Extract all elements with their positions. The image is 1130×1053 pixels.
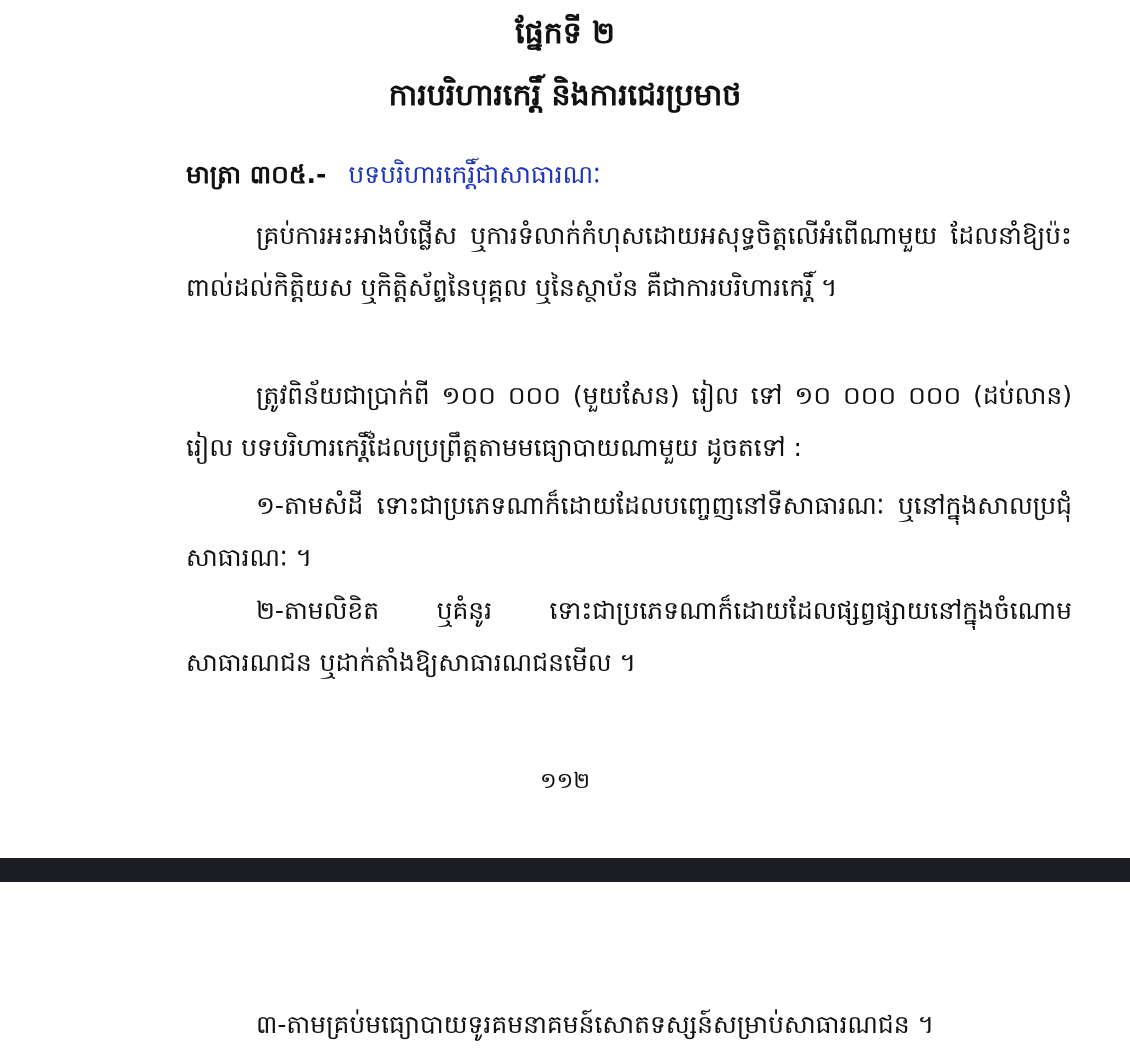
next-page — [0, 882, 1130, 1053]
paragraph-4 — [186, 585, 1072, 689]
paragraph-text: ១-តាមសំដី ទោះជាប្រភេទណាក៏ដោយដែលបញ្ចេញនៅទីសាធារណៈ ឬនៅក្នុងសាលប្រជុំសាធារណៈ ។ — [186, 491, 1072, 572]
page-number: ១១២ — [540, 769, 590, 794]
part-title: ការបរិហារកេរ្តិ៍ និងការជេរប្រមាថ — [388, 78, 742, 113]
paragraph-2 — [186, 370, 1072, 474]
paragraph-3 — [186, 480, 1072, 584]
next-page-paragraph: ៣-តាមគ្រប់មធ្យោបាយទូរគមនាគមន៍សោតទស្សន៍សម្រាប់សាធារណជន ។ — [256, 1010, 935, 1039]
part-heading: ផ្នែកទី ២ — [515, 16, 615, 51]
paragraph-text: គ្រប់ការអះអាងបំផ្លើស ឬការទំលាក់កំហុសដោយអសុទ្ធចិត្តលើអំពើណាមួយ ដែលនាំឱ្យប៉ះពាល់ដល់កិត្តិយស ឬកិត្តិស័ព្ទនៃបុគ្គល ឬនៃស្ថាប័ន គឺជាការបរិហារកេរ្តិ៍ ។ — [186, 221, 1072, 302]
paragraph-text: ត្រូវពិន័យជាប្រាក់ពី ១០០ ០០០ (មួយសែន) រៀល ទៅ ១០ ០០០ ០០០ (ដប់លាន) រៀល បទបរិហារកេរ្តិ៍ដែលប្រព្រឹត្តតាមមធ្យោបាយណាមួយ ដូចតទៅ : — [186, 381, 1072, 462]
paragraph-1 — [186, 210, 1072, 314]
article-title: បទបរិហារកេរ្តិ៍ជាសាធារណៈ — [348, 160, 601, 189]
article-heading — [186, 155, 601, 195]
paragraph-text: ២-តាមលិខិត ឬគំនូរ ទោះជាប្រភេទណាក៏ដោយដែលផ្សព្វផ្សាយនៅក្នុងចំណោមសាធារណជន ឬដាក់តាំងឱ្យសាធារណជនមើល ។ — [186, 596, 1072, 677]
page-separator — [0, 858, 1130, 882]
article-label: មាត្រា ៣០៥.- — [186, 160, 327, 189]
